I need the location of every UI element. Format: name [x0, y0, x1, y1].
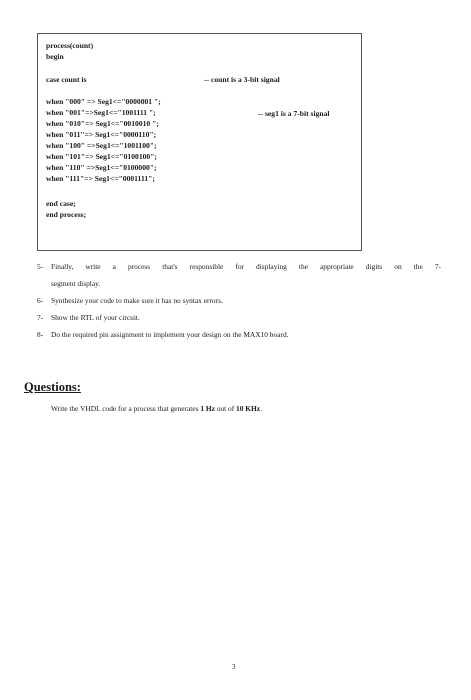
code-comment-count: -- count is a 3-bit signal: [204, 75, 280, 84]
code-line: case count is: [46, 75, 87, 84]
page-number: 3: [232, 663, 236, 671]
code-line: process(count): [46, 41, 94, 50]
code-line: when "111"=> Seg1<="0001111";: [46, 174, 155, 183]
code-line: begin: [46, 52, 64, 61]
code-line: when "110" =>Seg1<="0100000";: [46, 163, 157, 172]
code-line: end process;: [46, 210, 87, 219]
list-text: segment display.: [51, 279, 101, 288]
list-text: Synthesize your code to make sure it has no syntax errors.: [51, 296, 223, 305]
question-text-part: out of: [214, 404, 237, 413]
list-text: Show the RTL of your circuit.: [51, 313, 140, 322]
question-frequency-2: 10 KHz: [236, 404, 261, 413]
question-text-part: .: [260, 404, 262, 413]
list-number: 7-: [37, 313, 44, 322]
code-line: when "010"=> Seg1<="0010010 ";: [46, 119, 159, 128]
list-number: 8-: [37, 330, 44, 339]
code-line: end case;: [46, 199, 76, 208]
list-text: Finally, write a process that's responsible for displaying the appropriate digits on the 7-: [51, 262, 441, 271]
questions-heading: Questions:: [24, 380, 81, 394]
code-line: when "001"=>Seg1<="1001111 ";: [46, 108, 156, 117]
code-line: when "101"=> Seg1<="0100100";: [46, 152, 157, 161]
question-frequency-1: 1 Hz: [200, 404, 215, 413]
code-comment-seg: -- seg1 is a 7-bit signal: [258, 109, 330, 118]
code-line: when "000" => Seg1<="0000001 ";: [46, 97, 161, 106]
code-box: [37, 33, 362, 251]
code-line: when "100" =>Seg1<="1001100";: [46, 141, 157, 150]
list-text: Do the required pin assignment to implement your design on the MAX10 board.: [51, 330, 289, 339]
list-number: 6-: [37, 296, 44, 305]
question-text: [51, 405, 262, 412]
code-line: when "011"=> Seg1<="0000110";: [46, 130, 157, 139]
list-number: 5-: [37, 262, 44, 271]
question-text-part: Write the VHDL code for a process that generates: [51, 404, 201, 413]
